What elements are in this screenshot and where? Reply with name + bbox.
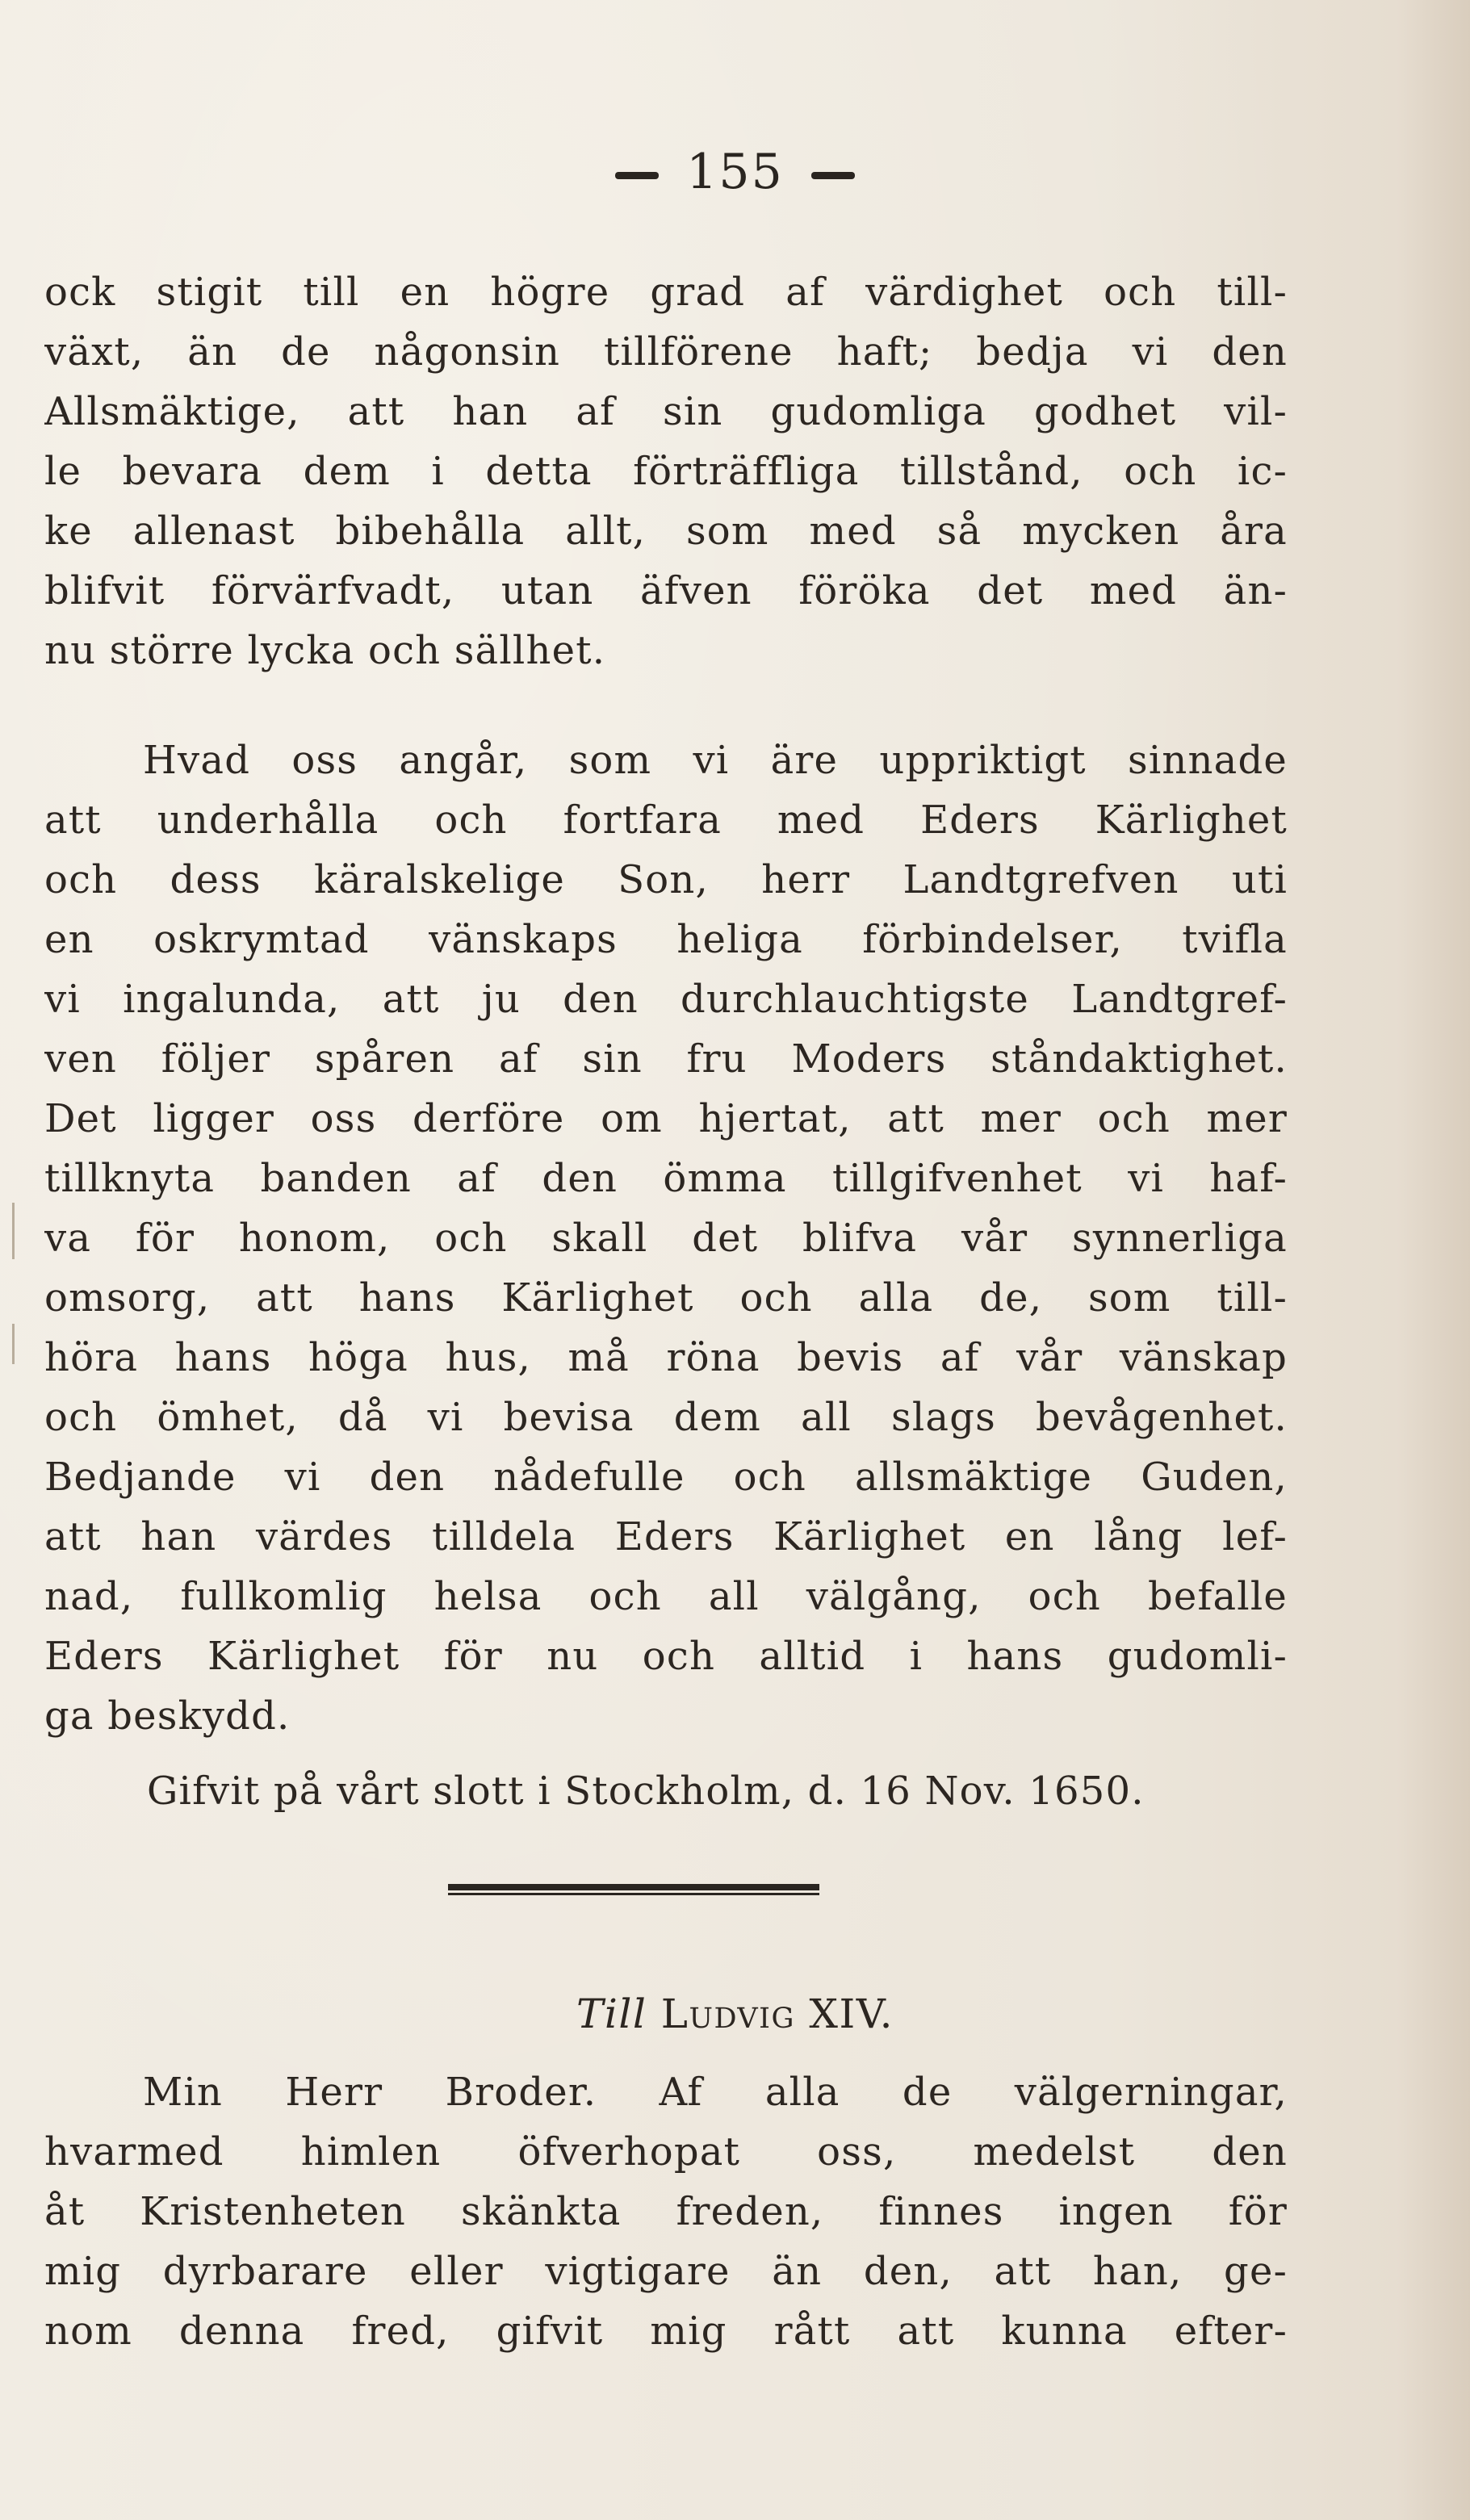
text-line: nom denna fred, gifvit mig rått att kunna efter- [44,2309,1288,2354]
text-line: vi ingalunda, att ju den durchlauchtigste Landtgref- [44,977,1288,1022]
rule-thick [448,1884,819,1890]
section-heading [0,1990,1470,2037]
text-line: tillknyta banden af den ömma tillgifvenhet vi haf- [44,1156,1288,1201]
rule-thin [448,1893,819,1895]
text-line: växt, än de någonsin tillförene haft; bedja vi den [44,329,1288,375]
text-line: mig dyrbarare eller vigtigare än den, att han, ge- [44,2249,1288,2294]
text-line: blifvit förvärfvadt, utan äfven föröka det med än- [44,568,1288,613]
text-line: ke allenast bibehålla allt, som med så mycken åra [44,509,1288,554]
left-dash [615,172,659,179]
dateline: Gifvit på vårt slott i Stockholm, d. 16 Nov. 1650. [147,1769,1145,1814]
text-line: Min Herr Broder. Af alla de välgerningar, [143,2070,1288,2115]
text-line: Det ligger oss derföre om hjertat, att mer och mer [44,1096,1288,1141]
heading-name: Ludvig XIV. [660,1990,894,2037]
paragraph-1 [44,262,1288,680]
text-line: Allsmäktige, att han af sin gudomliga godhet vil- [44,389,1288,434]
text-line: nad, fullkomlig helsa och all välgång, och befalle [44,1574,1288,1619]
text-line: att han värdes tilldela Eders Kärlighet en lång lef- [44,1514,1288,1559]
text-line: nu större lycka och sällhet. [44,628,606,673]
page-number: 155 [686,144,784,200]
text-line: ga beskydd. [44,1693,291,1739]
paragraph-3 [44,2062,1288,2361]
text-line: va för honom, och skall det blifva vår synnerliga [44,1216,1288,1261]
section-divider-rule [448,1884,819,1897]
text-line: och dess käralskelige Son, herr Landtgrefven uti [44,857,1288,902]
text-line: och ömhet, då vi bevisa dem all slags bevågenhet. [44,1395,1288,1440]
right-dash [811,172,855,179]
page-number-header [0,144,1470,200]
margin-mark [12,1203,15,1259]
paragraph-2 [44,730,1288,1746]
text-line: en oskrymtad vänskaps heliga förbindelser, tvifla [44,917,1288,962]
margin-mark [12,1324,15,1364]
heading-till: Till [576,1990,647,2037]
text-line: att underhålla och fortfara med Eders Kärlighet [44,797,1288,843]
text-line: Hvad oss angår, som vi äre uppriktigt sinnade [143,738,1288,783]
text-line: omsorg, att hans Kärlighet och alla de, som till- [44,1275,1288,1321]
text-line: le bevara dem i detta förträffliga tillstånd, och ic- [44,449,1288,494]
text-line: höra hans höga hus, må röna bevis af vår vänskap [44,1335,1288,1380]
text-line: Eders Kärlighet för nu och alltid i hans gudomli- [44,1634,1288,1679]
text-line: ven följer spåren af sin fru Moders ståndaktighet. [44,1036,1288,1082]
text-line: ock stigit till en högre grad af värdighet och till- [44,270,1288,315]
text-line: åt Kristenheten skänkta freden, finnes ingen för [44,2189,1288,2234]
text-line: Bedjande vi den nådefulle och allsmäktige Guden, [44,1455,1288,1500]
text-line: hvarmed himlen öfverhopat oss, medelst den [44,2129,1288,2175]
